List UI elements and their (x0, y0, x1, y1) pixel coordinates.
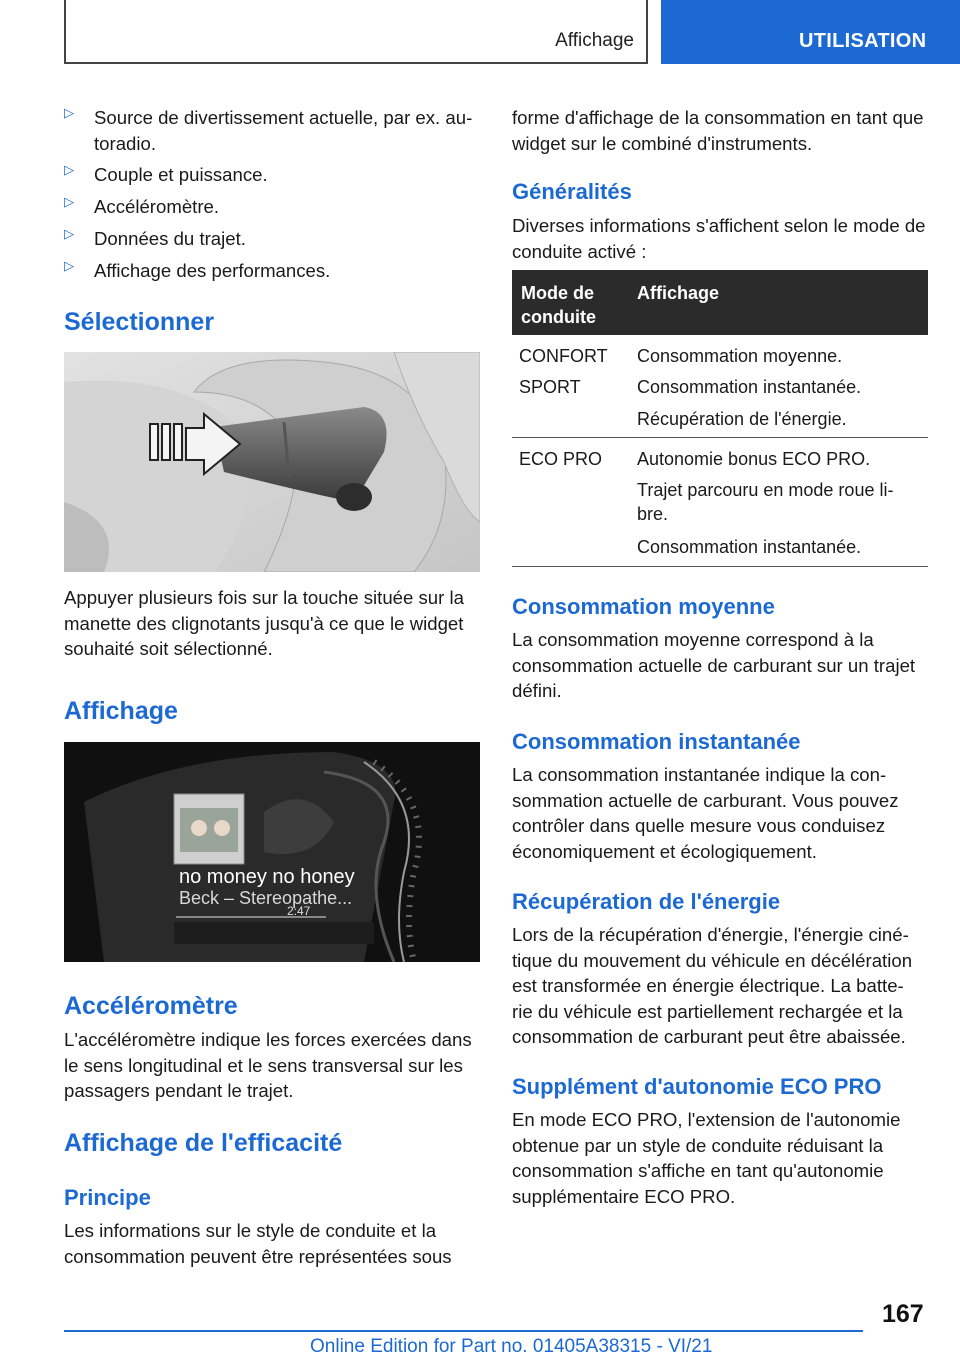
list-item-text: Accéléromètre. (94, 196, 220, 217)
table-cell-item: Consommation instantanée. (637, 377, 862, 397)
table-cell-item: Autonomie bonus ECO PRO. (637, 449, 871, 469)
table-row (512, 335, 928, 438)
table-header-mode: Mode de conduite (521, 283, 596, 327)
bullet-triangle-icon: ▷ (64, 105, 74, 120)
footer-divider (64, 1330, 863, 1332)
drive-mode-table (512, 270, 928, 567)
list-item (64, 258, 480, 284)
table-cell-mode: CONFORT (519, 346, 608, 366)
list-item-text: Données du trajet. (94, 228, 246, 249)
heading-efficacite: Affichage de l'efficacité (64, 1129, 343, 1157)
heading-accelerometre: Accéléromètre (64, 992, 238, 1020)
list-item (64, 162, 480, 188)
figure-turn-signal-lever (64, 352, 480, 572)
list-item (64, 226, 480, 252)
table-cell-item: Consommation moyenne. (637, 346, 843, 366)
eco-pro-paragraph: En mode ECO PRO, l'extension de l'autonomie obtenue par un style de conduite réduisant la consommation s'affiche en tant qu'autonomie supplémentaire ECO PRO. (512, 1109, 901, 1207)
selectionner-paragraph: Appuyer plusieurs fois sur la touche située sur la manette des clignotants jusqu'à ce que le widget souhaité soit sélectionné. (64, 587, 464, 659)
table-header-affichage: Affichage (637, 283, 720, 303)
list-item-text: Source de divertissement actuelle, par ex. au- toradio. (94, 107, 473, 154)
bullet-triangle-icon: ▷ (64, 258, 74, 273)
table-cell-item: Trajet parcouru en mode roue li- bre. (637, 480, 894, 524)
list-item-text: Affichage des performances. (94, 260, 331, 281)
generalites-paragraph: Diverses informations s'affichent selon le mode de conduite activé : (512, 215, 926, 262)
table-cell-mode: ECO PRO (519, 449, 603, 469)
heading-conso-instantanee: Consommation instantanée (512, 729, 801, 754)
principe-paragraph: Les informations sur le style de conduite et la consommation peuvent être représentées sous (64, 1220, 452, 1267)
page-number: 167 (882, 1300, 924, 1328)
conso-moyenne-paragraph: La consommation moyenne correspond à la consommation actuelle de carburant sur un trajet défini. (512, 629, 916, 701)
heading-affichage: Affichage (64, 697, 178, 725)
list-item (64, 194, 480, 220)
header-chapter-tab (661, 0, 960, 64)
heading-eco-pro: Supplément d'autonomie ECO PRO (512, 1074, 882, 1099)
continued-paragraph: forme d'affichage de la consommation en tant que widget sur le combiné d'instruments. (512, 107, 924, 154)
table-cell-mode: SPORT (519, 377, 581, 397)
table-row (512, 438, 928, 567)
heading-recuperation: Récupération de l'énergie (512, 889, 781, 914)
heading-selectionner: Sélectionner (64, 308, 215, 336)
table-cell-item: Récupération de l'énergie. (637, 409, 847, 429)
display-time: 2:47 (287, 904, 311, 918)
list-item-text: Couple et puissance. (94, 164, 268, 185)
table-header (512, 270, 928, 335)
conso-instantanee-paragraph: La consommation instantanée indique la con- sommation actuelle de carburant. Vous pouvez contrôler dans quelle mesure vous conduisez économiquement et écologiquement. (512, 764, 899, 862)
header-section-box (64, 0, 648, 64)
heading-generalites: Généralités (512, 179, 632, 204)
display-artist: Beck – Stereopathe... (179, 888, 353, 908)
header-chapter-title: UTILISATION (799, 30, 927, 52)
recuperation-paragraph: Lors de la récupération d'énergie, l'énergie ciné- tique du mouvement du véhicule en décélération est transformée en énergie électrique. La batte- rie du véhicule est partiellement rechargée et la consommation de carburant peut être abaissée. (512, 924, 913, 1047)
footer-edition: Online Edition for Part no. 01405A38315 - VI/21 (310, 1336, 713, 1357)
table-cell-item: Consommation instantanée. (637, 537, 862, 557)
heading-principe: Principe (64, 1185, 151, 1210)
heading-conso-moyenne: Consommation moyenne (512, 594, 775, 619)
figure-instrument-display (64, 742, 480, 962)
header-section-title: Affichage (555, 30, 634, 51)
display-song-title: no money no honey (179, 866, 355, 888)
bullet-triangle-icon: ▷ (64, 226, 74, 241)
list-item (64, 105, 480, 155)
bullet-triangle-icon: ▷ (64, 194, 74, 209)
bullet-triangle-icon: ▷ (64, 162, 74, 177)
accel-paragraph: L'accéléromètre indique les forces exercées dans le sens longitudinal et le sens transversal sur les passagers pendant le trajet. (64, 1029, 472, 1101)
